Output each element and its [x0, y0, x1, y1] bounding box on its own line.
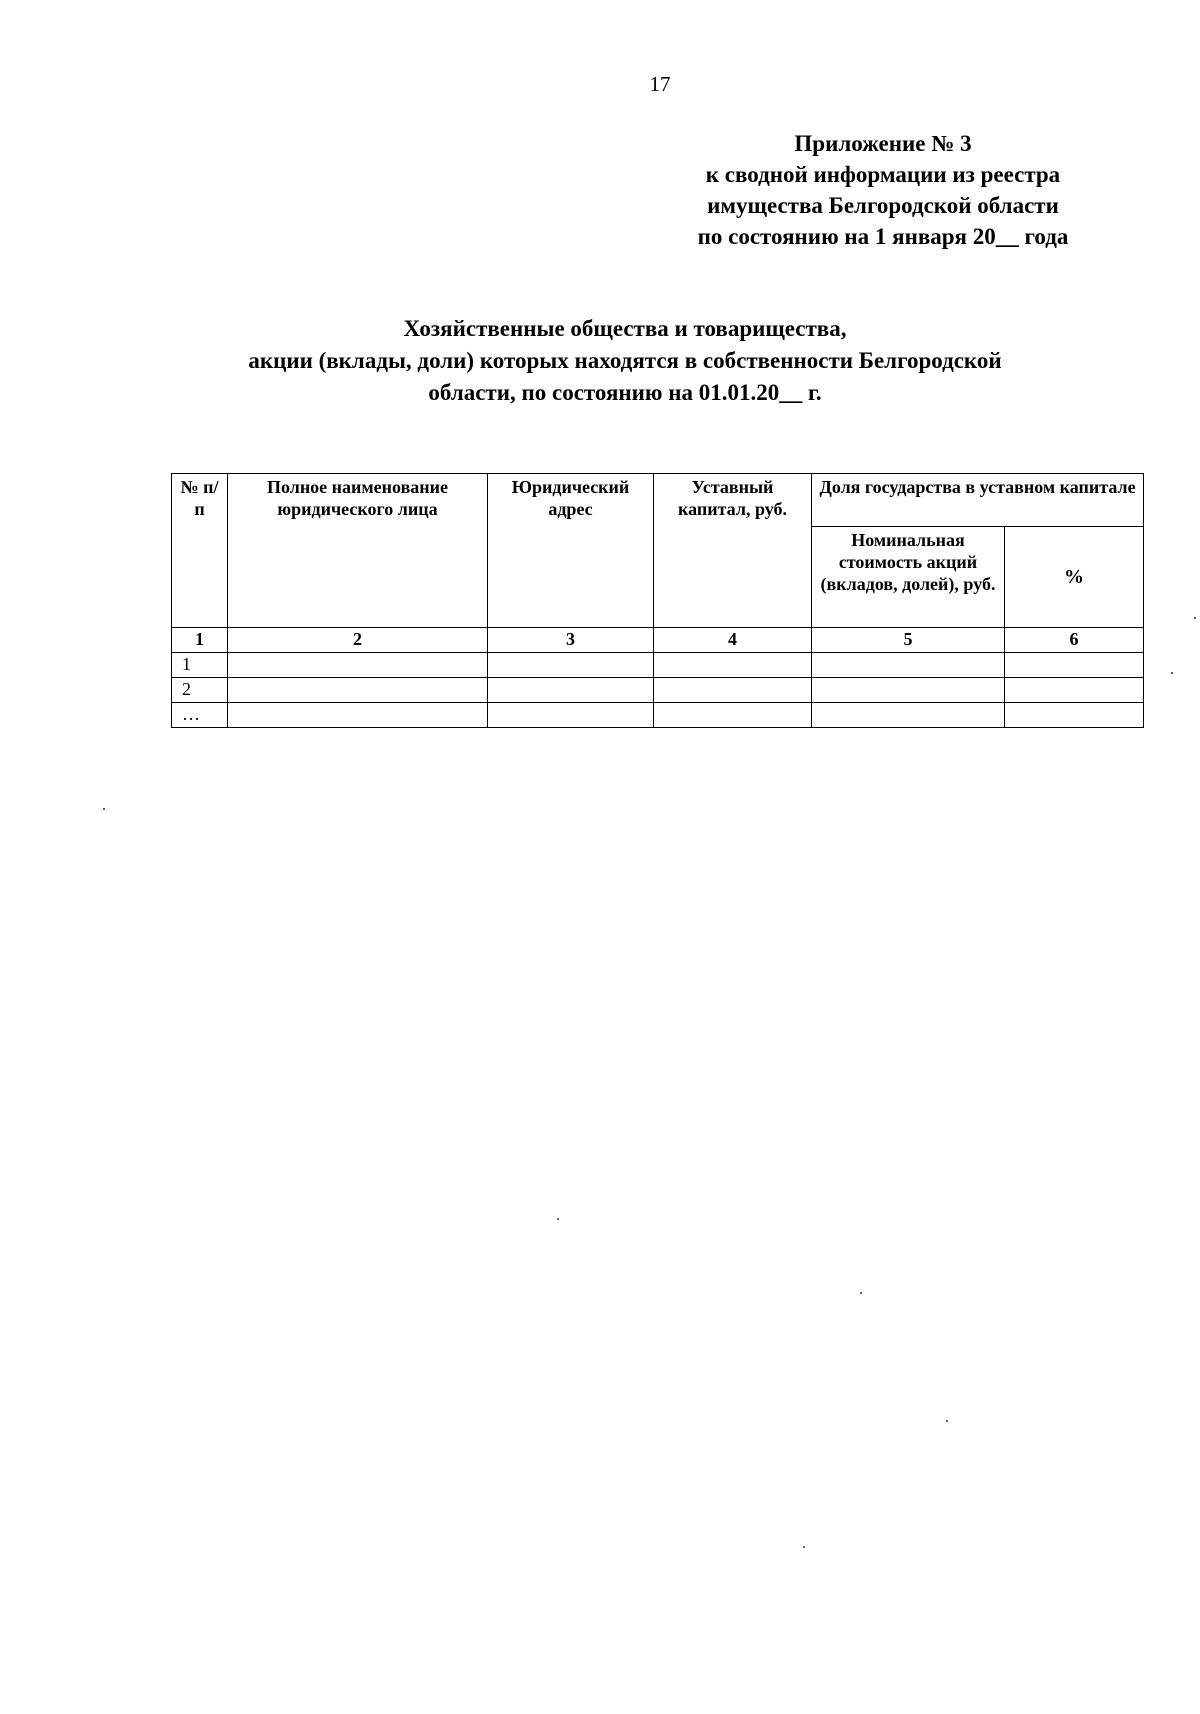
- table-cell: [228, 678, 488, 703]
- scan-speck: [946, 1420, 948, 1422]
- appendix-line: Приложение № 3: [794, 131, 972, 156]
- table-header-row: [172, 474, 1144, 527]
- row-number-cell: 2: [172, 678, 228, 703]
- header-percent: %: [1005, 527, 1144, 628]
- scan-speck: [557, 1218, 559, 1220]
- title-line: области, по состоянию на 01.01.20__ г.: [428, 380, 822, 405]
- table-cell: [812, 678, 1005, 703]
- table-cell: [1005, 678, 1144, 703]
- row-number-cell: …: [172, 703, 228, 728]
- document-title: [150, 313, 1100, 409]
- row-number-cell: 1: [172, 653, 228, 678]
- title-line: акции (вклады, доли) которых находятся в собственности Белгородской: [248, 348, 1002, 373]
- table-cell: [228, 653, 488, 678]
- registry-table: [171, 473, 1144, 728]
- scan-speck: [803, 1546, 805, 1548]
- header-number: № п/п: [172, 474, 228, 628]
- column-number: 1: [172, 628, 228, 653]
- appendix-line: имущества Белгородской области: [707, 193, 1059, 218]
- appendix-line: по состоянию на 1 января 20__ года: [697, 224, 1069, 249]
- column-number: 2: [228, 628, 488, 653]
- header-charter-capital: Уставный капитал, руб.: [654, 474, 812, 628]
- column-number: 3: [488, 628, 654, 653]
- header-legal-address: Юридический адрес: [488, 474, 654, 628]
- table-cell: [654, 653, 812, 678]
- header-state-share: Доля государства в уставном капитале: [812, 474, 1144, 527]
- table-cell: [1005, 703, 1144, 728]
- table-cell: [654, 703, 812, 728]
- appendix-header: [640, 128, 1126, 252]
- header-nominal-value: Номинальная стоимость акций (вкладов, долей), руб.: [812, 527, 1005, 628]
- table-cell: [812, 703, 1005, 728]
- scan-speck: [860, 1292, 862, 1294]
- table-cell: [488, 653, 654, 678]
- table-cell: [1005, 653, 1144, 678]
- header-full-name: Полное наименование юридического лица: [228, 474, 488, 628]
- table-row: [172, 653, 1144, 678]
- scan-speck: [103, 808, 105, 810]
- table-cell: [812, 653, 1005, 678]
- page-number: 17: [649, 72, 671, 96]
- column-number: 6: [1005, 628, 1144, 653]
- column-number: 5: [812, 628, 1005, 653]
- title-line: Хозяйственные общества и товарищества,: [403, 316, 847, 341]
- table-cell: [488, 703, 654, 728]
- table-cell: [488, 678, 654, 703]
- table-cell: [228, 703, 488, 728]
- table-cell: [654, 678, 812, 703]
- scan-speck: [1194, 617, 1196, 619]
- appendix-line: к сводной информации из реестра: [705, 162, 1061, 187]
- scan-speck: [1171, 672, 1173, 674]
- column-number: 4: [654, 628, 812, 653]
- column-numbers-row: [172, 628, 1144, 653]
- table-row: [172, 703, 1144, 728]
- table-row: [172, 678, 1144, 703]
